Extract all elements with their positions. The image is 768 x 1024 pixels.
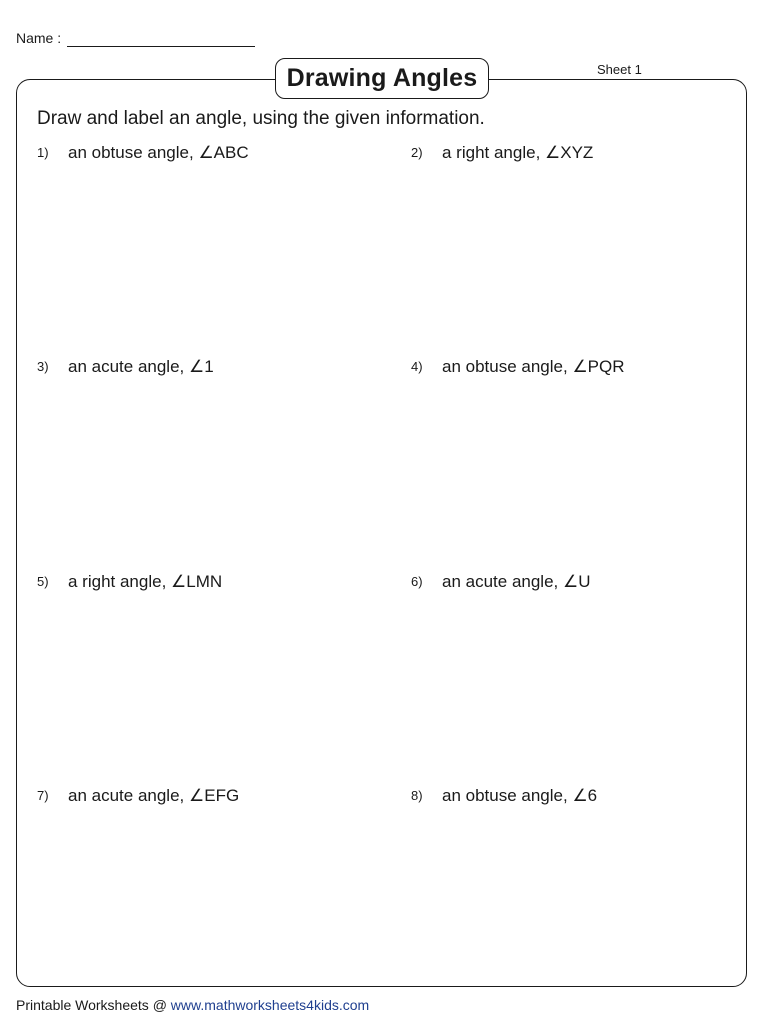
instruction-text: Draw and label an angle, using the given information. [37, 108, 485, 129]
worksheet-title: Drawing Angles [275, 58, 489, 99]
problem-text: an acute angle, ∠1 [68, 357, 214, 376]
problem-text: a right angle, ∠LMN [68, 572, 223, 591]
problem-number: 6) [411, 574, 423, 589]
problem-text: a right angle, ∠XYZ [442, 143, 594, 162]
footer-url-link[interactable]: www.mathworksheets4kids.com [170, 997, 370, 1013]
problem-number: 1) [37, 145, 49, 160]
sheet-label: Sheet 1 [597, 62, 642, 77]
problem-text: an obtuse angle, ∠PQR [442, 357, 625, 376]
problem-number: 2) [411, 145, 423, 160]
problem-number: 5) [37, 574, 49, 589]
name-label: Name : [16, 30, 62, 46]
problem-number: 7) [37, 788, 49, 803]
footer-prefix: Printable Worksheets @ [16, 997, 171, 1013]
problem-number: 4) [411, 359, 423, 374]
problem-text: an acute angle, ∠EFG [68, 786, 240, 805]
problem-number: 3) [37, 359, 49, 374]
footer [16, 997, 369, 1013]
problem-text: an obtuse angle, ∠ABC [68, 143, 249, 162]
name-field-line[interactable] [67, 46, 255, 47]
problem-text: an obtuse angle, ∠6 [442, 786, 598, 805]
worksheet-frame [16, 79, 747, 987]
problem-text: an acute angle, ∠U [442, 572, 591, 591]
problem-number: 8) [411, 788, 423, 803]
